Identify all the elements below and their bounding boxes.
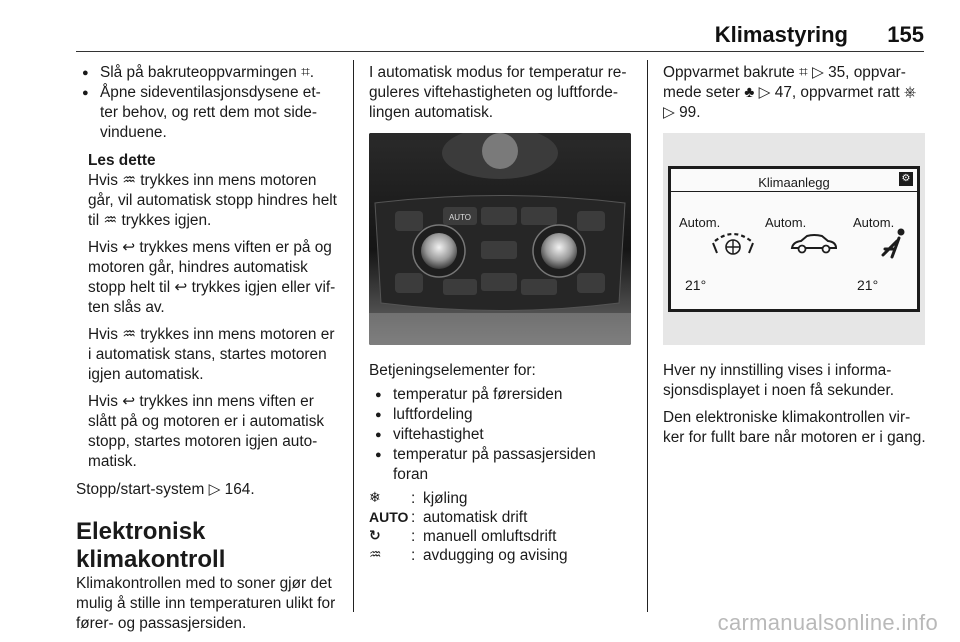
recirculation-icon: ↻ xyxy=(369,528,381,544)
legend-text: manuell omluftsdrift xyxy=(423,528,557,545)
paragraph: Hver ny innstilling vises i informa-sjonsdisplayet i noen få sekunder. xyxy=(663,362,895,399)
section-text: Klimakontrollen med to soner gjør det mulig å stille inn temperaturen ulikt for fører- og passasjersiden. xyxy=(76,575,336,632)
defrost-icon: ♒ xyxy=(369,547,382,563)
controls-list xyxy=(369,385,635,485)
note-heading: Les dette xyxy=(88,152,156,169)
temp-right: 21° xyxy=(857,277,879,293)
display-title: Klimaanlegg xyxy=(758,175,830,190)
bullet-rear-window-heating: ● Slå på bakruteoppvarmingen ⌗. xyxy=(76,63,342,83)
column-divider-1 xyxy=(353,60,354,612)
cross-reference: Stopp/start-system ▷ 164. xyxy=(76,481,255,498)
legend-row: ❄ : kjøling xyxy=(369,490,468,507)
controls-heading: Betjeningselementer for: xyxy=(369,362,536,379)
settings-icon: ⚙ xyxy=(899,172,913,186)
mode-label-distribution: Autom. xyxy=(765,215,807,230)
symbol-legend xyxy=(369,489,635,565)
intro-text: I automatisk modus for temperatur re-guleres viftehastigheten og luftforde-lingen automatisk. xyxy=(369,64,627,121)
auto-label: AUTO xyxy=(369,509,409,525)
note-paragraph: Hvis ♒ trykkes inn mens motoren er i automatisk stans, startes motoren igjen automatisk. xyxy=(88,326,335,383)
controls-item: ● luftfordeling xyxy=(369,405,635,425)
column-2 xyxy=(369,63,635,565)
fan-icon xyxy=(711,229,755,257)
auto-button-label: AUTO xyxy=(448,213,472,222)
paragraph: Den elektroniske klimakontrollen vir-ker for fullt bare når motoren er i gang. xyxy=(663,409,926,446)
note-paragraph: Hvis ↩ trykkes mens viften er på og motoren går, hindres automatisk stopp helt til ↩ trykkes igjen eller vif-ten slås av. xyxy=(88,239,336,316)
section-heading: Elektronisk klimakontroll xyxy=(76,518,226,573)
climate-panel-photo xyxy=(369,133,631,345)
mode-label-seat: Autom. xyxy=(853,215,895,230)
watermark: carmanualsonline.info xyxy=(717,610,938,635)
column-divider-2 xyxy=(647,60,648,612)
display-title-rule xyxy=(671,191,917,192)
column-3 xyxy=(663,63,928,448)
controls-item: ● temperatur på passasjersiden foran xyxy=(369,445,635,485)
column-1 xyxy=(76,63,342,634)
legend-row: AUTO : automatisk drift xyxy=(369,509,528,526)
snowflake-icon: ❄ xyxy=(369,490,381,506)
page-number: 155 xyxy=(887,22,924,47)
mode-label-fan: Autom. xyxy=(679,215,721,230)
climate-display xyxy=(668,166,920,312)
car-airflow-icon xyxy=(789,233,839,255)
legend-row: ♒ : avdugging og avising xyxy=(369,547,568,564)
page-header-title: Klimastyring xyxy=(714,22,848,47)
legend-text: kjøling xyxy=(423,490,468,507)
seat-person-icon xyxy=(879,227,909,259)
legend-text: avdugging og avising xyxy=(423,547,568,564)
header-rule xyxy=(76,51,924,52)
intro-text: Oppvarmet bakrute ⌗ ▷ 35, oppvar-mede seter ♣ ▷ 47, oppvarmet ratt ⎈ ▷ 99. xyxy=(663,64,917,121)
info-display-figure xyxy=(663,133,925,345)
legend-row: ↻ : manuell omluftsdrift xyxy=(369,528,557,545)
bullet-side-vents: ● Åpne sideventilasjonsdysene et- ter behov, og rett dem mot side- vinduene. xyxy=(76,83,342,143)
note-paragraph: Hvis ♒ trykkes inn mens motoren går, vil automatisk stopp hindres helt til ♒ trykkes igjen. xyxy=(88,172,337,229)
controls-item: ● viftehastighet xyxy=(369,425,635,445)
temp-left: 21° xyxy=(685,277,707,293)
note-paragraph: Hvis ↩ trykkes inn mens viften er slått på og motoren er i automatisk stopp, startes motoren igjen auto-matisk. xyxy=(88,393,325,470)
controls-item: ● temperatur på førersiden xyxy=(369,385,635,405)
note-box xyxy=(76,151,342,472)
legend-text: automatisk drift xyxy=(423,509,528,526)
